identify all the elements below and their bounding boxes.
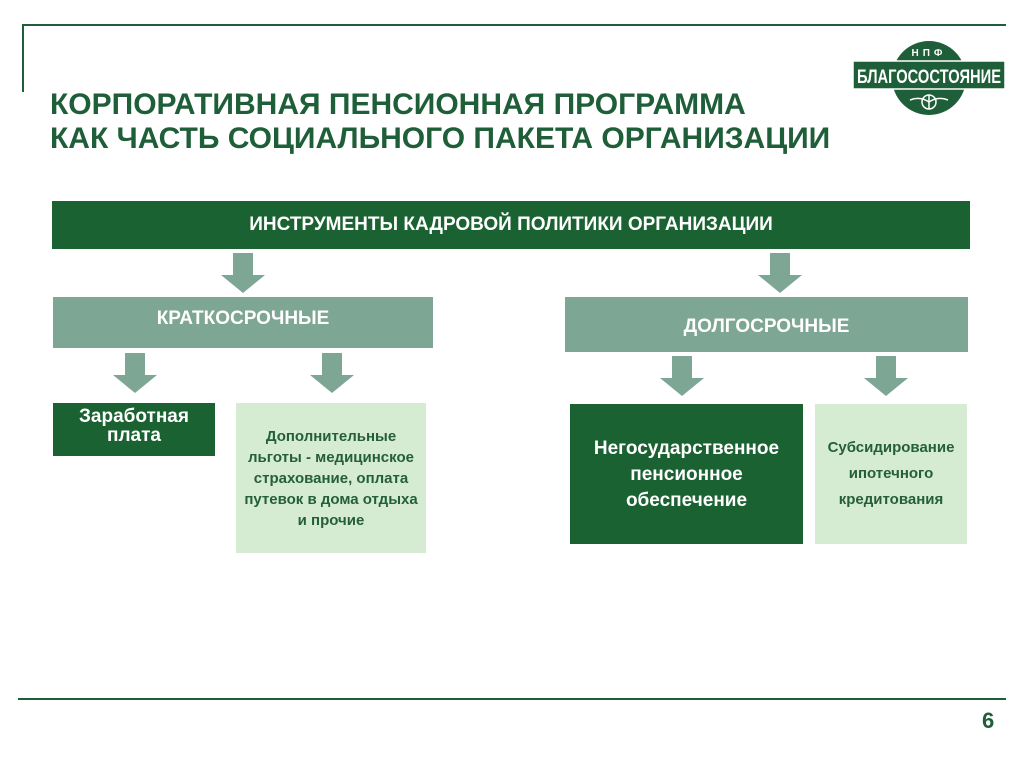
npf-logo xyxy=(852,40,1006,116)
pension-node: Негосударственное пенсионное обеспечение xyxy=(570,404,803,544)
logo-name: БЛАГОСОСТОЯНИЕ xyxy=(857,67,1001,88)
root-node: ИНСТРУМЕНТЫ КАДРОВОЙ ПОЛИТИКИ ОРГАНИЗАЦИИ xyxy=(52,201,970,249)
title-line-2: КАК ЧАСТЬ СОЦИАЛЬНОГО ПАКЕТА ОРГАНИЗАЦИИ xyxy=(50,122,831,155)
arrow-down-icon xyxy=(310,353,354,393)
arrow-down-icon xyxy=(113,353,157,393)
extra-benefits-node: Дополнительные льготы - медицинское страхование, оплата путевок в дома отдыха и прочие xyxy=(236,403,426,553)
arrow-down-icon xyxy=(864,356,908,396)
arrow-down-icon xyxy=(758,253,802,293)
logo-top-text: НПФ xyxy=(911,48,947,59)
arrow-down-icon xyxy=(221,253,265,293)
mortgage-subsidy-node: Субсидирование ипотечного кредитования xyxy=(815,404,967,544)
title-line-1: КОРПОРАТИВНАЯ ПЕНСИОННАЯ ПРОГРАММА xyxy=(50,88,746,121)
salary-node: Заработная плата xyxy=(53,403,215,456)
long-term-node: ДОЛГОСРОЧНЫЕ xyxy=(565,297,968,352)
frame-left-line xyxy=(22,24,24,92)
frame-top-line xyxy=(22,24,1006,26)
slide-title xyxy=(50,88,830,156)
short-term-node: КРАТКОСРОЧНЫЕ xyxy=(53,297,433,348)
frame-bottom-line xyxy=(18,698,1006,700)
page-number: 6 xyxy=(982,708,995,733)
arrow-down-icon xyxy=(660,356,704,396)
